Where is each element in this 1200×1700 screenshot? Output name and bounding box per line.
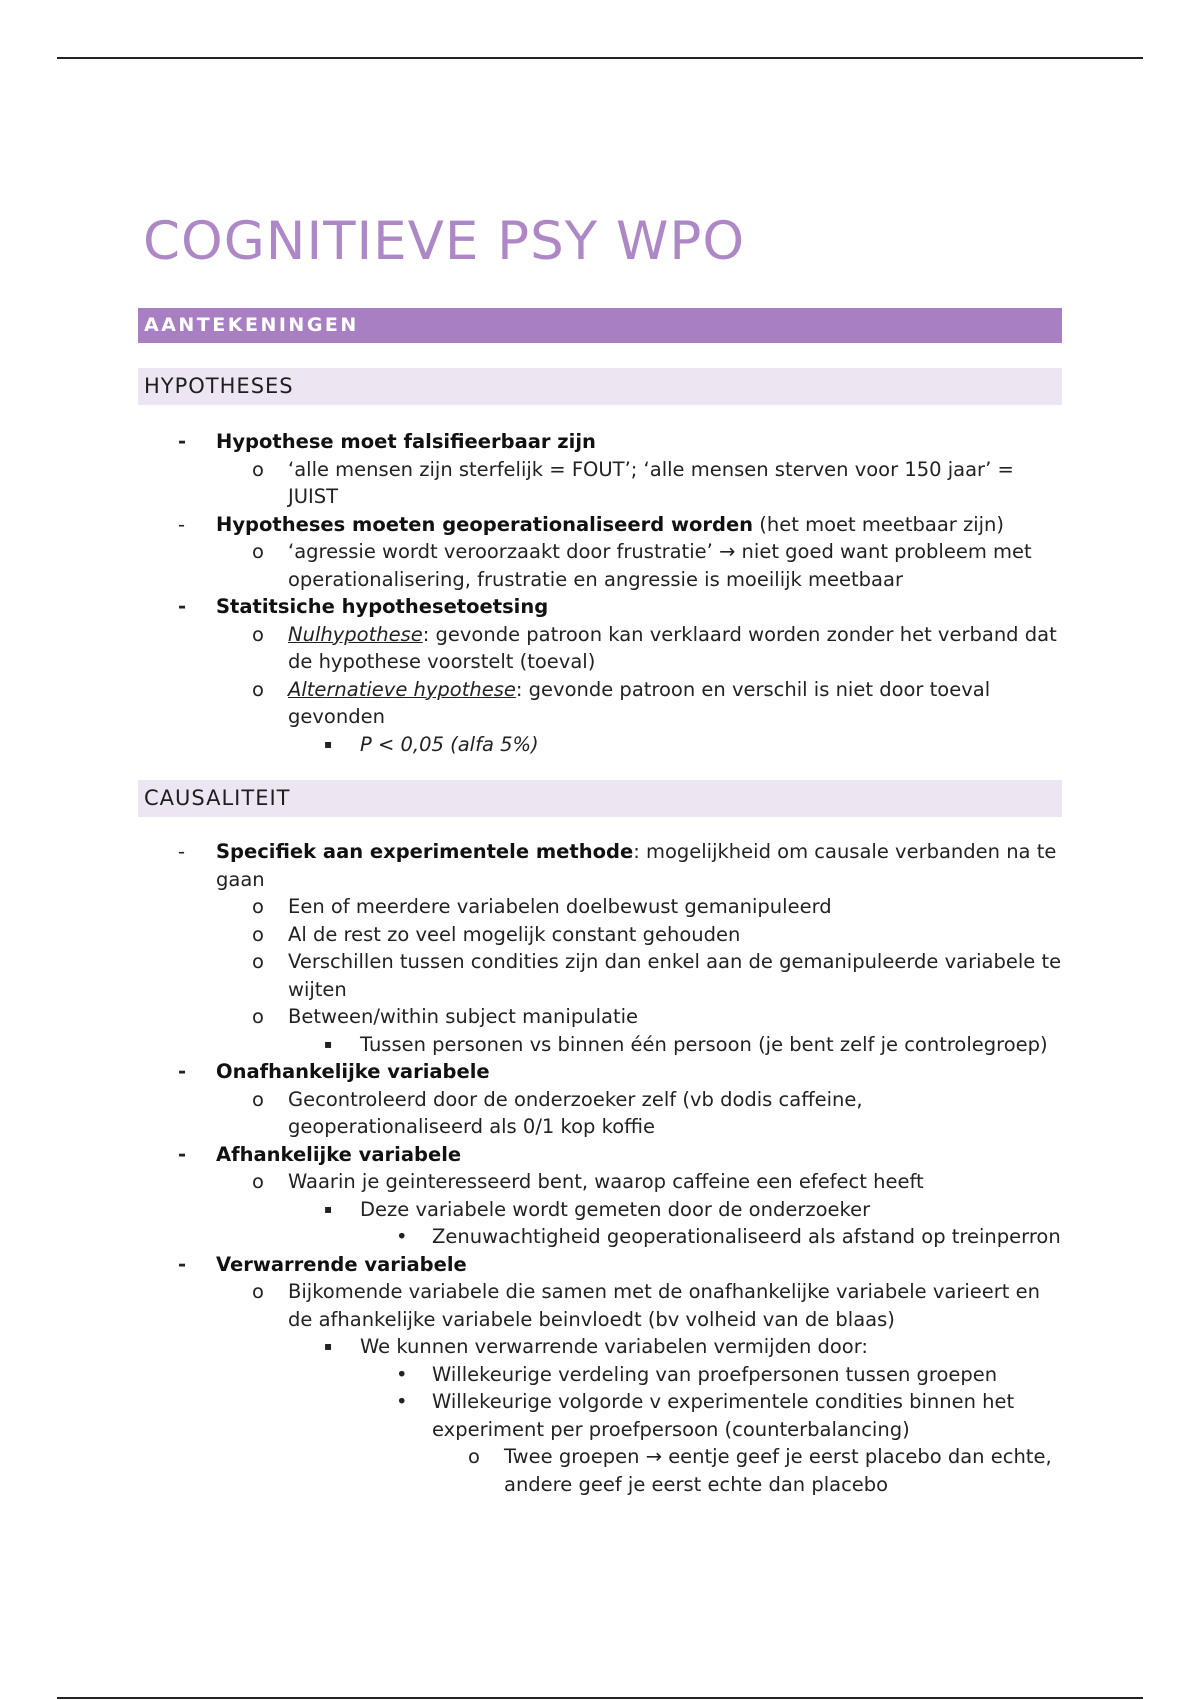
item-text: Verschillen tussen condities zijn dan enkel aan de gemanipuleerde variabele te wijten — [288, 950, 1062, 1001]
list-item — [138, 1031, 1062, 1059]
dash-bullet: - — [178, 595, 187, 618]
item-text: : mogelijkheid om causale verbanden na te gaan — [216, 840, 1057, 891]
term-alternatieve-hypothese: Alternatieve hypothese — [288, 677, 516, 701]
item-text: Willekeurige verdeling van proefpersonen tussen groepen — [432, 1362, 998, 1386]
list-item — [138, 1333, 1062, 1361]
document-title: COGNITIEVE PSY WPO — [143, 211, 746, 272]
item-text-bold: Hypotheses moeten geoperationaliseerd worden — [216, 512, 754, 536]
circle-bullet: o — [252, 895, 264, 918]
subheading-hypotheses: HYPOTHESES — [138, 368, 1062, 405]
page-top-rule — [57, 57, 1143, 59]
item-text: P < 0,05 (alfa 5%) — [360, 732, 539, 756]
dot-bullet: • — [396, 1225, 408, 1248]
list-item — [138, 731, 1062, 759]
item-text-bold: Specifiek aan experimentele methode — [216, 840, 634, 863]
list-item — [138, 838, 1062, 893]
list-item — [138, 593, 1062, 621]
item-text: Twee groepen → eentje geef je eerst placebo dan echte, andere geef je eerst echte dan placebo — [504, 1445, 1052, 1496]
item-text: : gevonde patroon kan verklaard worden zonder het verband dat de hypothese voorstelt (toeval) — [288, 622, 1057, 673]
dash-bullet: - — [178, 1252, 187, 1276]
list-item — [138, 893, 1062, 921]
item-text: Gecontroleerd door de onderzoeker zelf (vb dodis caffeine, geoperationaliseerd als 0/1 kop koffie — [288, 1087, 863, 1138]
list-item — [138, 456, 1062, 511]
item-text: Bijkomende variabele die samen met de onafhankelijke variabele varieert en de afhankelijke variabele beinvloedt (bv volheid van de blaas) — [288, 1280, 1040, 1331]
dash-bullet: - — [178, 512, 186, 536]
list-item — [138, 1388, 1062, 1443]
subheading-causaliteit: CAUSALITEIT — [138, 780, 1062, 817]
item-text: Verwarrende variabele — [216, 1252, 467, 1276]
item-text: Zenuwachtigheid geoperationaliseerd als afstand op treinperron — [432, 1225, 1061, 1248]
list-item — [138, 1443, 1062, 1498]
list-item — [138, 1086, 1062, 1141]
page-bottom-rule — [57, 1697, 1143, 1699]
item-text: Onafhankelijke variabele — [216, 1060, 490, 1083]
list-item — [138, 1141, 1062, 1169]
item-text: Between/within subject manipulatie — [288, 1005, 639, 1028]
list-item — [138, 1058, 1062, 1086]
term-nulhypothese: Nulhypothese — [288, 622, 423, 646]
circle-bullet: o — [252, 1005, 264, 1028]
circle-bullet: o — [252, 1170, 264, 1193]
item-text: ‘agressie wordt veroorzaakt door frustratie’ → niet goed want probleem met operationalisering, frustratie en angressie is moeilijk meetbaar — [288, 540, 1032, 591]
circle-bullet: o — [252, 677, 264, 701]
circle-bullet: o — [252, 622, 264, 646]
list-item — [138, 538, 1062, 593]
item-text: We kunnen verwarrende variabelen vermijden door: — [360, 1335, 868, 1358]
item-text: Hypothese moet falsifieerbaar zijn — [216, 430, 596, 453]
list-item — [138, 1278, 1062, 1333]
circle-bullet: o — [252, 922, 264, 946]
hypotheses-list — [138, 428, 1062, 758]
list-item — [138, 1251, 1062, 1279]
item-text: Deze variabele wordt gemeten door de onderzoeker — [360, 1197, 871, 1221]
section-header-aantekeningen: AANTEKENINGEN — [138, 308, 1062, 343]
list-item — [138, 948, 1062, 1003]
list-item — [138, 1168, 1062, 1196]
dot-bullet: • — [396, 1362, 408, 1386]
list-item — [138, 621, 1062, 676]
list-item — [138, 1223, 1062, 1251]
circle-bullet: o — [252, 457, 264, 481]
list-item — [138, 511, 1062, 539]
dash-bullet: - — [178, 1060, 187, 1083]
list-item — [138, 1003, 1062, 1031]
square-bullet: ▪ — [324, 736, 333, 751]
list-item — [138, 1361, 1062, 1389]
list-item — [138, 921, 1062, 949]
square-bullet: ▪ — [324, 1339, 333, 1353]
item-text: Waarin je geinteresseerd bent, waarop caffeine een efefect heeft — [288, 1170, 924, 1193]
item-text: Al de rest zo veel mogelijk constant gehouden — [288, 922, 741, 946]
causaliteit-list — [138, 838, 1062, 1498]
dash-bullet: - — [178, 840, 186, 863]
item-text: (het moet meetbaar zijn) — [753, 512, 1005, 536]
item-text: Afhankelijke variabele — [216, 1142, 462, 1166]
item-text: : gevonde patroon en verschil is niet door toeval gevonden — [288, 677, 991, 728]
list-item — [138, 428, 1062, 456]
item-text: ‘alle mensen zijn sterfelijk = FOUT’; ‘alle mensen sterven voor 150 jaar’ = JUIST — [288, 457, 1014, 508]
circle-bullet: o — [252, 540, 264, 563]
square-bullet: ▪ — [324, 1036, 333, 1051]
item-text: Een of meerdere variabelen doelbewust gemanipuleerd — [288, 895, 832, 918]
item-text: Statitsiche hypothesetoetsing — [216, 595, 549, 618]
circle-bullet: o — [468, 1445, 480, 1468]
square-bullet: ▪ — [324, 1201, 333, 1216]
item-text: Willekeurige volgorde v experimentele condities binnen het experiment per proefpersoon (counterbalancing) — [432, 1390, 1015, 1441]
list-item — [138, 676, 1062, 731]
circle-bullet: o — [252, 950, 264, 973]
list-item — [138, 1196, 1062, 1224]
circle-bullet: o — [252, 1280, 264, 1303]
item-text: Tussen personen vs binnen één persoon (je bent zelf je controlegroep) — [360, 1032, 1048, 1056]
dot-bullet: • — [396, 1390, 408, 1413]
circle-bullet: o — [252, 1087, 264, 1111]
dash-bullet: - — [178, 430, 187, 453]
dash-bullet: - — [178, 1142, 187, 1166]
